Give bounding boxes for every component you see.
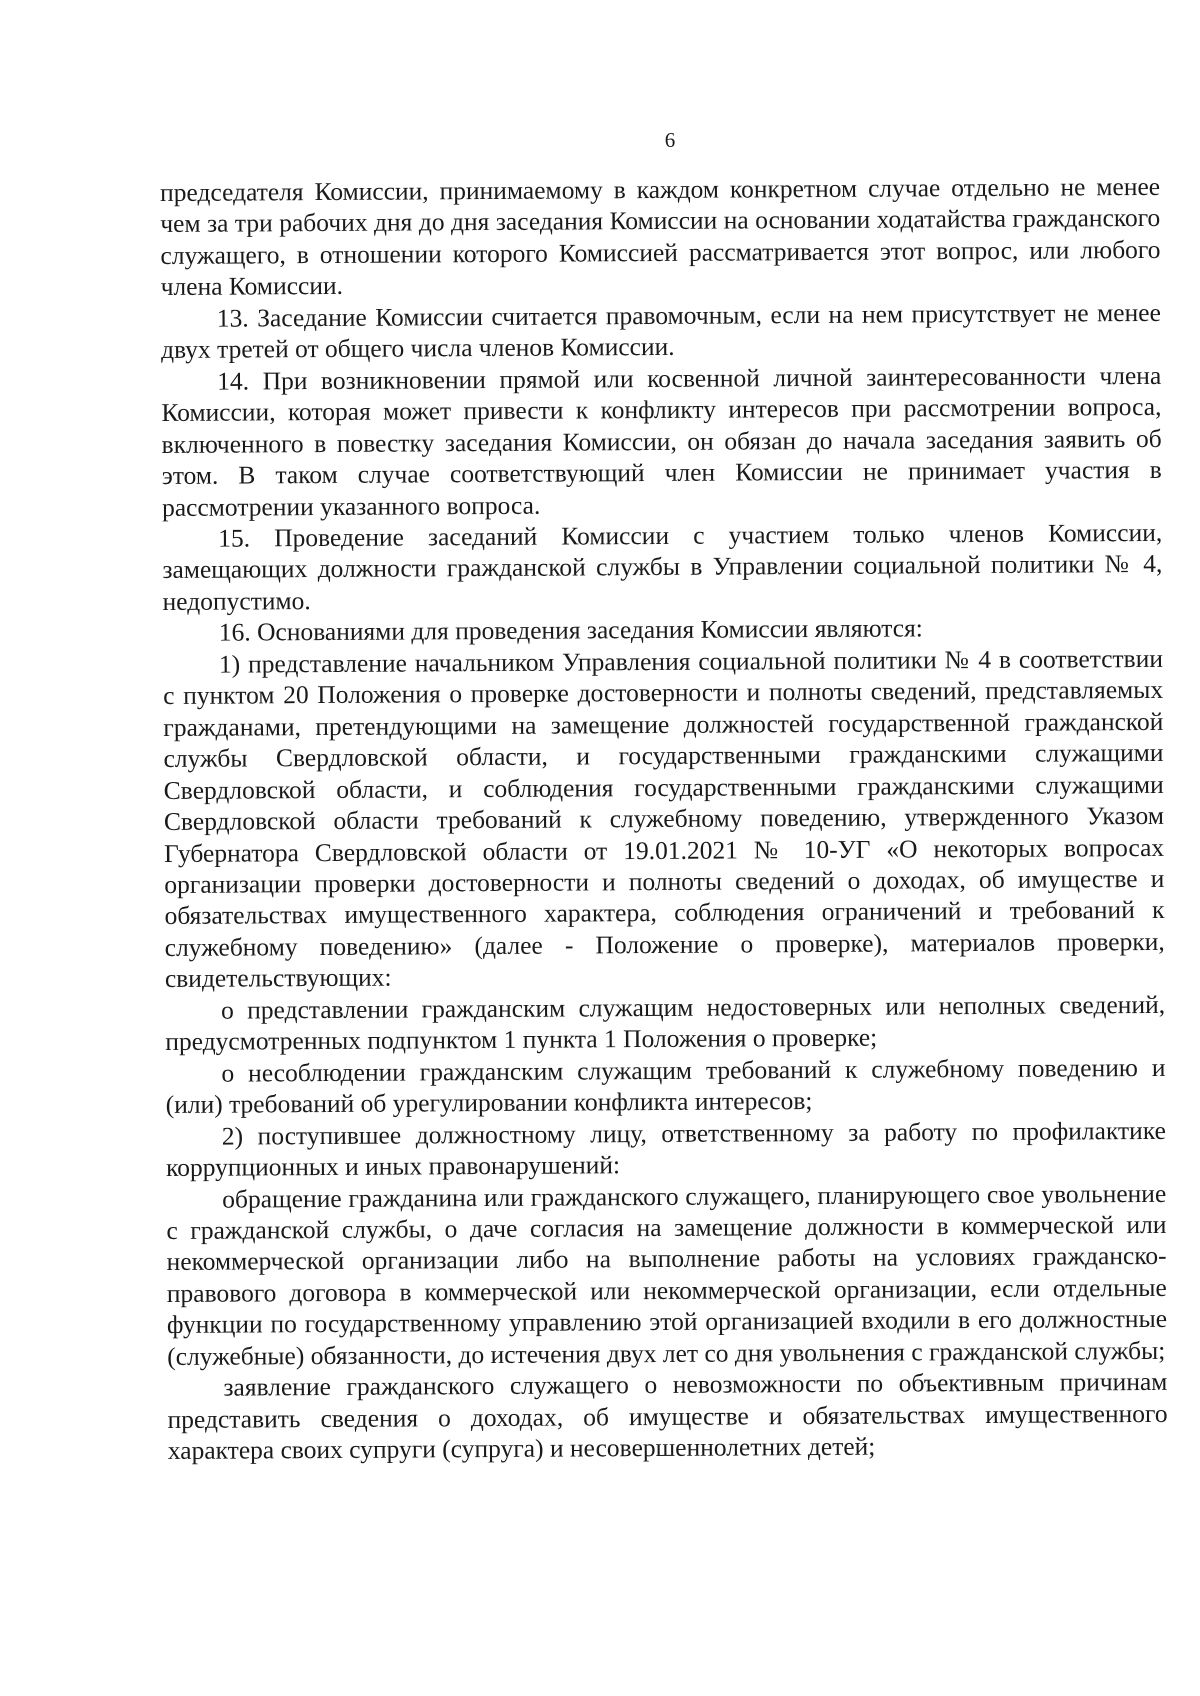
subitem-2: 2) поступившее должностному лицу, ответственному за работу по профилактике коррупционных и иных правонарушений: [165, 1115, 1166, 1183]
paragraph-15: 15. Проведение заседаний Комиссии с участием только членов Комиссии, замещающих должности гражданской службы в Управлении социальной политики № 4, недопустимо. [162, 517, 1163, 616]
subitem-2-point-a: обращение гражданина или гражданского служащего, планирующего свое увольнение с гражданской службы, о даче согласия на замещение должности в коммерческой или некоммерческой организации либо на выполнение работы на условиях гражданско-правового договора в коммерческой или некоммерческой организации, если отдельные функции по государственному управлению этой организацией входили в его должностные (служебные) обязанности, до истечения двух лет со дня увольнения с гражданской службы; [166, 1178, 1168, 1371]
paragraph-continuation: председателя Комиссии, принимаемому в каждом конкретном случае отдельно не менее чем за три рабочих дня до дня заседания Комиссии на основании ходатайства гражданского служащего, в отношении которого Комиссией рассматривается этот вопрос, или любого члена Комиссии. [160, 171, 1161, 302]
subitem-1: 1) представление начальником Управления социальной политики № 4 в соответствии с пунктом 20 Положения о проверке достоверности и полноты сведений, представляемых гражданами, претендующими на замещение должностей государственной гражданской службы Свердловской области, и государственными гражданскими служащими Свердловской области, и соблюдения государственными гражданскими служащими Свердловской области требований к служебному поведению, утвержденного Указом Губернатора Свердловской области от 19.01.2021 № 10-УГ «О некоторых вопросах организации проверки достоверности и полноты сведений о доходах, об имуществе и обязательствах имущественного характера, соблюдения ограничений и требований к служебному поведению» (далее - Положение о проверке), материалов проверки, свидетельствующих: [163, 643, 1165, 994]
paragraph-14: 14. При возникновении прямой или косвенной личной заинтересованности члена Комиссии, которая может привести к конфликту интересов при рассмотрении вопроса, включенного в повестку заседания Комиссии, он обязан до начала заседания заявить об этом. В таком случае соответствующий член Комиссии не принимает участия в рассмотрении указанного вопроса. [161, 360, 1162, 522]
paragraph-16: 16. Основаниями для проведения заседания Комиссии являются: [218, 613, 923, 647]
subitem-1-point-a: о представлении гражданским служащим недостоверных или неполных сведений, предусмотренных подпунктом 1 пункта 1 Положения о проверке; [165, 989, 1166, 1057]
subitem-1-point-b: о несоблюдении гражданским служащим требований к служебному поведению и (или) требований об урегулировании конфликта интересов; [165, 1052, 1166, 1120]
page-number: 6 [664, 128, 676, 152]
document-body [160, 171, 1168, 1467]
subitem-2-point-b: заявление гражданского служащего о невозможности по объективным причинам представить сведения о доходах, об имуществе и обязательствах имущественного характера своих супруги (супруга) и несовершеннолетних детей; [167, 1367, 1168, 1466]
paragraph-13: 13. Заседание Комиссии считается правомочным, если на нем присутствует не менее двух третей от общего числа членов Комиссии. [160, 297, 1161, 365]
